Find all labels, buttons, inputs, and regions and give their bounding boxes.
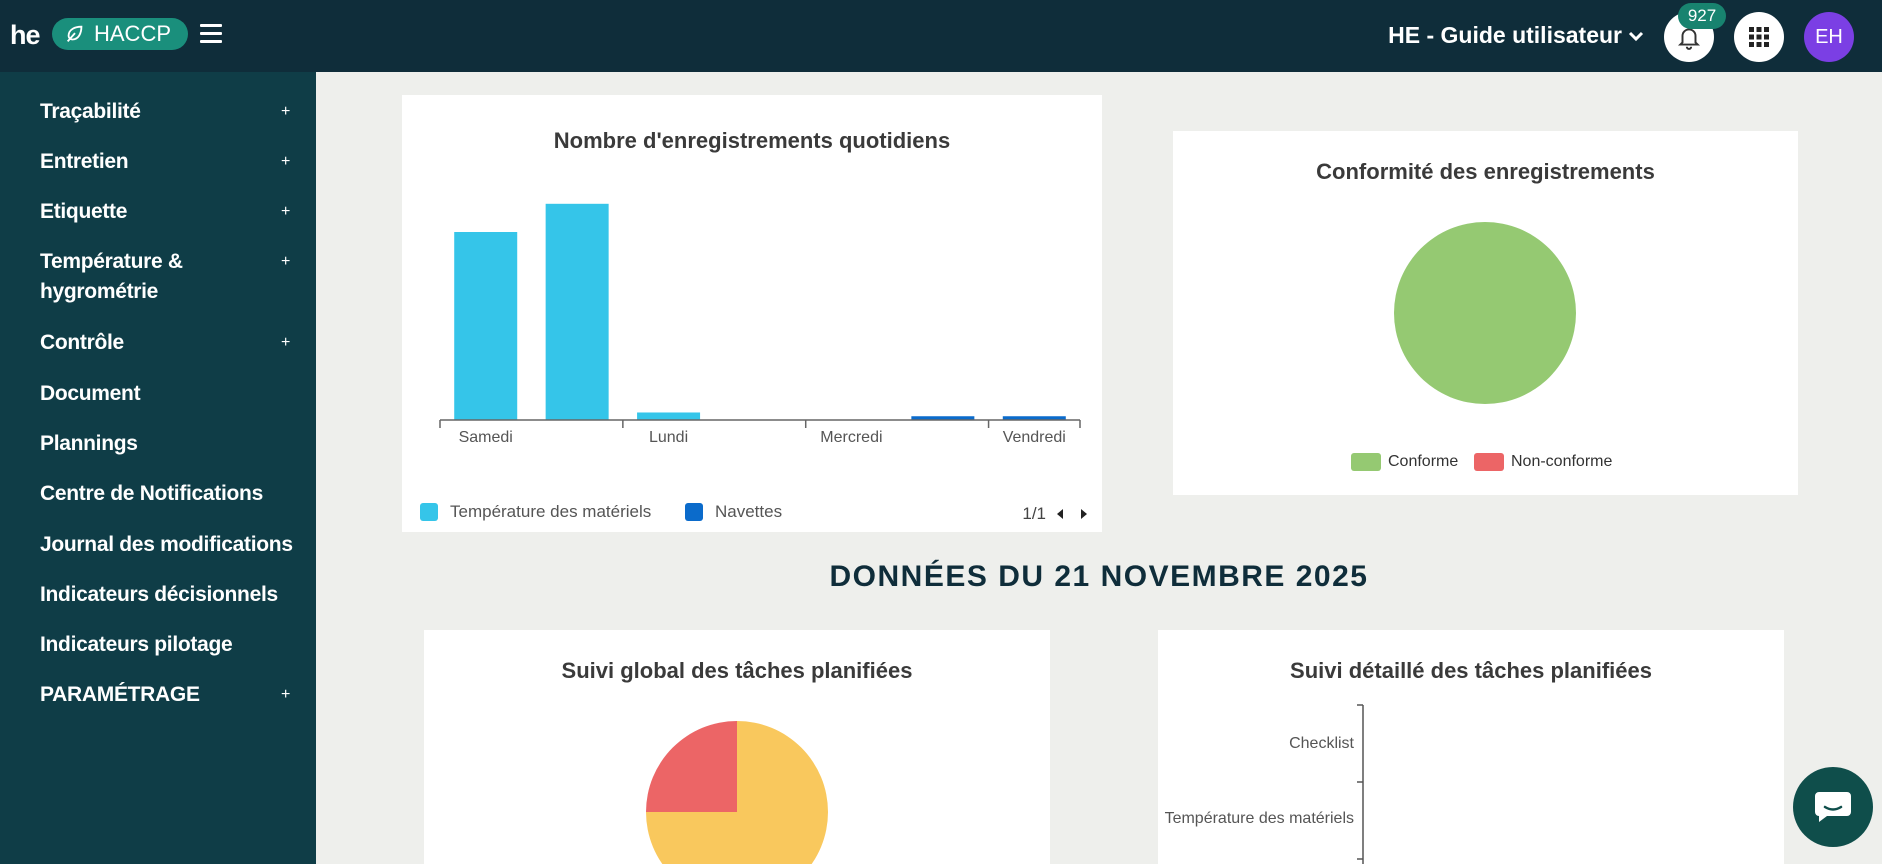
expand-icon: +	[280, 103, 290, 120]
bar-temperature-dimanche[interactable]	[546, 204, 609, 420]
legend-label: Température des matériels	[450, 502, 652, 521]
app-name: HACCP	[94, 21, 172, 46]
sidebar-item-label: Plannings	[40, 432, 138, 455]
section-title: DONNÉES DU 21 NOVEMBRE 2025	[829, 560, 1369, 593]
sidebar-item-journal[interactable]	[40, 530, 300, 560]
chart-title: Suivi détaillé des tâches planifiées	[1290, 658, 1652, 683]
sidebar-item-indicateurs-pilotage[interactable]	[40, 630, 290, 660]
sidebar-item-label: Etiquette	[40, 200, 128, 223]
avatar[interactable]: EH	[1804, 12, 1854, 62]
legend-swatch	[1474, 453, 1504, 471]
sidebar-item-tracabilite[interactable]	[40, 97, 290, 127]
global-tasks-pie	[645, 720, 829, 864]
sidebar-item-label: Traçabilité	[40, 100, 141, 123]
sidebar-item-plannings[interactable]	[40, 429, 290, 459]
x-tick-label: Samedi	[458, 429, 513, 446]
x-tick-label: Vendredi	[1002, 429, 1066, 446]
expand-icon: +	[280, 153, 290, 170]
chat-button[interactable]	[1793, 767, 1873, 847]
expand-icon: +	[280, 686, 290, 703]
grid-icon	[1748, 26, 1770, 48]
chevron-down-icon	[1628, 30, 1644, 42]
pager-prev-icon[interactable]	[1056, 508, 1064, 520]
menu-icon[interactable]	[200, 24, 222, 44]
conformity-pie	[1393, 221, 1577, 405]
sidebar-item-parametrage[interactable]	[40, 680, 290, 710]
chart-title: Nombre d'enregistrements quotidiens	[553, 128, 951, 153]
sidebar-item-controle[interactable]	[40, 328, 290, 358]
y-tick-label: Température des matériels	[1164, 810, 1354, 827]
sidebar-item-label: Centre de Notifications	[40, 482, 263, 505]
app-logo[interactable]	[52, 18, 188, 50]
chat-icon	[1813, 789, 1853, 825]
y-tick-label: Checklist	[1289, 735, 1354, 752]
legend-swatch	[685, 503, 703, 521]
sidebar-item-temperature[interactable]	[40, 247, 290, 307]
legend-temperature[interactable]	[420, 502, 651, 522]
pie-slice-secondary[interactable]	[646, 721, 737, 812]
legend-label: Navettes	[715, 502, 783, 521]
logo-text: he	[10, 20, 40, 50]
chart-title: Conformité des enregistrements	[1316, 159, 1655, 184]
environment-selector[interactable]	[1388, 22, 1644, 49]
x-tick-label: Lundi	[648, 429, 689, 446]
sidebar-item-label: Température & hygrométrie	[40, 250, 183, 303]
sidebar-item-label: Document	[40, 382, 141, 405]
sidebar-item-label: Contrôle	[40, 331, 124, 354]
conformity-card	[1173, 131, 1798, 495]
legend-label: Conforme	[1388, 453, 1459, 470]
detailed-tasks-chart	[1158, 630, 1784, 864]
sidebar-item-label: PARAMÉTRAGE	[40, 683, 200, 706]
sidebar	[0, 72, 316, 864]
legend-conforme[interactable]	[1351, 453, 1458, 471]
sidebar-item-document[interactable]	[40, 379, 290, 409]
sidebar-item-indicateurs-decisionnels[interactable]	[40, 580, 300, 610]
chart-title: Suivi global des tâches planifiées	[561, 658, 913, 683]
top-bar	[0, 0, 1882, 72]
expand-icon: +	[280, 253, 290, 270]
legend-label: Non-conforme	[1511, 453, 1613, 470]
bar-temperature-lundi[interactable]	[637, 412, 700, 420]
sidebar-item-label: Indicateurs décisionnels	[40, 583, 278, 606]
sidebar-item-label: Entretien	[40, 150, 129, 173]
sidebar-item-etiquette[interactable]	[40, 197, 290, 227]
legend-pager	[1022, 504, 1088, 524]
bar-temperature-samedi[interactable]	[454, 232, 517, 420]
legend-swatch	[1351, 453, 1381, 471]
daily-records-card	[402, 95, 1102, 532]
detailed-tasks-card	[1158, 630, 1784, 864]
sidebar-item-label: Journal des modifications	[40, 533, 293, 556]
leaf-icon	[64, 23, 86, 45]
expand-icon: +	[280, 203, 290, 220]
x-tick-label: Mercredi	[820, 429, 883, 446]
sidebar-item-entretien[interactable]	[40, 147, 290, 177]
apps-button[interactable]	[1734, 12, 1784, 62]
expand-icon: +	[280, 334, 290, 351]
pager-next-icon[interactable]	[1080, 508, 1088, 520]
sidebar-item-notifications[interactable]	[40, 479, 290, 509]
pie-slice-conforme[interactable]	[1394, 222, 1576, 404]
legend-non-conforme[interactable]	[1474, 453, 1612, 471]
legend-swatch	[420, 503, 438, 521]
sidebar-item-label: Indicateurs pilotage	[40, 633, 233, 656]
pager-text: 1/1	[1022, 504, 1046, 523]
legend-navettes[interactable]	[685, 502, 782, 522]
notification-badge: 927	[1678, 3, 1726, 29]
global-tasks-card	[424, 630, 1050, 864]
environment-title: HE - Guide utilisateur	[1388, 22, 1622, 48]
daily-records-chart	[402, 95, 1102, 495]
